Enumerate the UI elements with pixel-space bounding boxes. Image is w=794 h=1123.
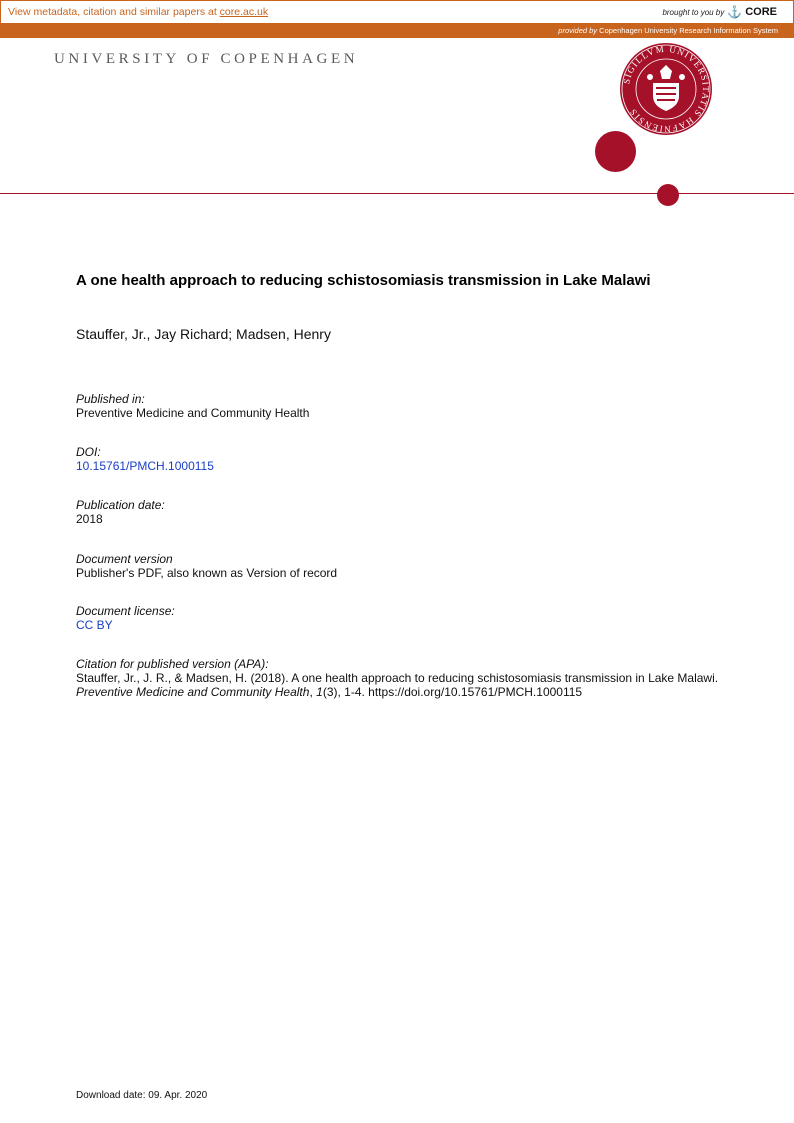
core-brand[interactable] [662,5,777,19]
brand-circle-small [657,184,679,206]
download-date: Download date: 09. Apr. 2020 [76,1090,208,1101]
document-version-label: Document version [76,552,173,566]
seal-lettering: SIGILLVM UNIVERSITATIS HAFNIENSIS [621,43,712,135]
doi-link[interactable]: 10.15761/PMCH.1000115 [76,459,214,473]
doi-block [76,445,214,473]
citation-part2: (3), 1-4. https://doi.org/10.15761/PMCH.1000115 [322,685,583,699]
brought-by-text: brought to you by [662,7,725,17]
provided-by-text [558,26,778,35]
citation-text [76,671,736,699]
provided-by-bar [0,24,794,38]
published-in-value: Preventive Medicine and Community Health [76,406,310,420]
published-in-label: Published in: [76,392,145,406]
document-version-value: Publisher's PDF, also known as Version of record [76,566,338,580]
document-license-block [76,604,175,632]
document-license-label: Document license: [76,604,175,618]
citation-separator: , [309,685,313,699]
citation-volume: 1 [316,685,323,699]
core-metadata-text [8,6,268,18]
license-link[interactable]: CC BY [76,618,113,632]
citation-journal: Preventive Medicine and Community Health [76,685,310,699]
provided-by-source: Copenhagen University Research Information System [599,26,778,35]
document-version-block [76,552,337,580]
university-name: UNIVERSITY OF COPENHAGEN [54,51,359,67]
core-logo-text: CORE [745,6,777,18]
published-in-block [76,392,309,420]
publication-date-block [76,498,165,526]
core-logo-icon: ⚓ [727,5,743,19]
paper-authors: Stauffer, Jr., Jay Richard; Madsen, Henry [76,326,331,342]
publication-date-label: Publication date: [76,498,165,512]
publication-date-value: 2018 [76,512,103,526]
citation-label: Citation for published version (APA): [76,657,269,671]
paper-title: A one health approach to reducing schistosomiasis transmission in Lake Malawi [76,272,651,289]
doi-label: DOI: [76,445,101,459]
brand-circle-large [595,131,636,172]
core-banner [0,0,794,24]
citation-part1: Stauffer, Jr., J. R., & Madsen, H. (2018). A one health approach to reducing schistosomiasis transmission in Lake Malawi. [76,671,719,685]
citation-block [76,657,736,699]
university-seal-icon [620,43,712,135]
core-link[interactable]: core.ac.uk [219,6,269,18]
provided-by-label: provided by [558,26,598,35]
core-metadata-label: View metadata, citation and similar papers at [8,6,217,18]
